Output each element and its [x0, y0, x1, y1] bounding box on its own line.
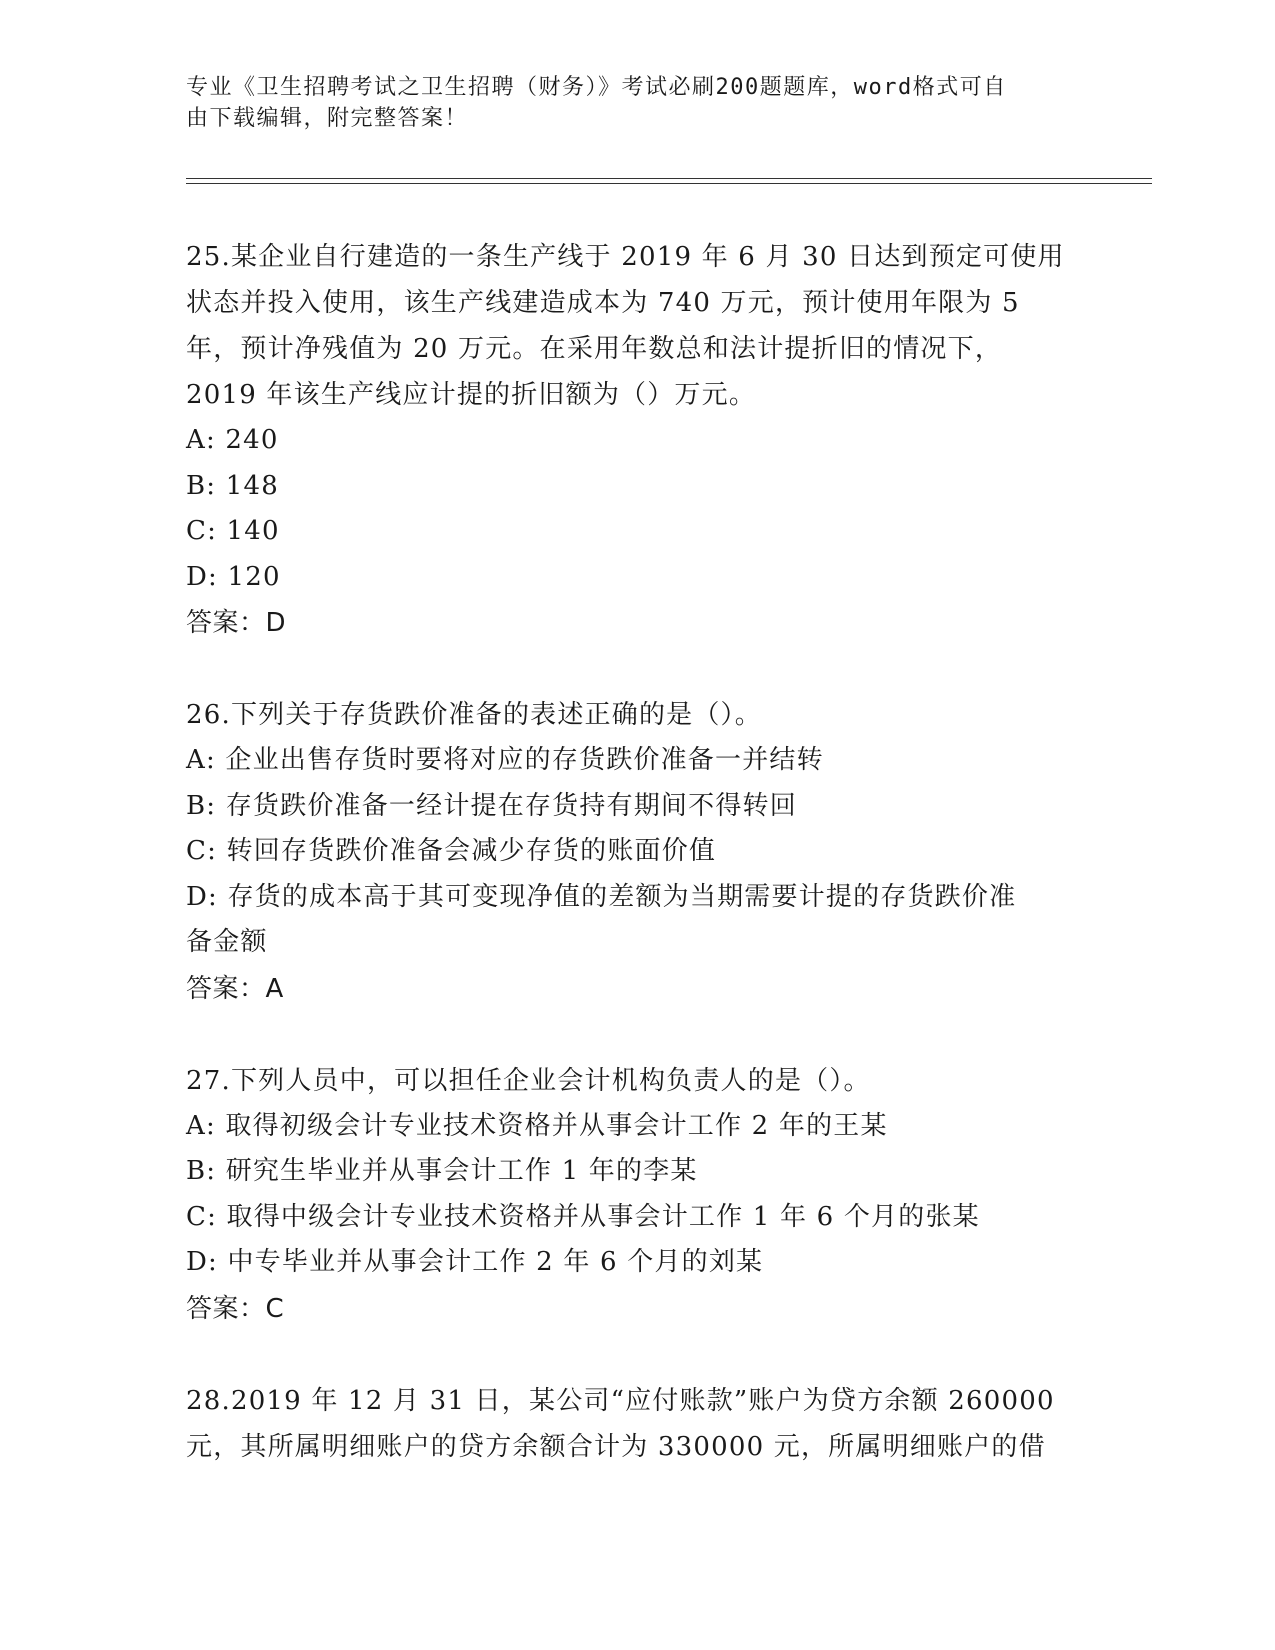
question-stem-line: 28.2019 年 12 月 31 日，某公司“应付账款”账户为贷方余额 260000 — [186, 1385, 1055, 1416]
option-b: B: 存货跌价准备一经计提在存货持有期间不得转回 — [186, 790, 797, 821]
question-list — [186, 234, 1086, 1470]
header-divider-top — [186, 178, 1152, 179]
header-divider-bottom — [186, 183, 1152, 184]
question-stem-line: 25.某企业自行建造的一条生产线于 2019 年 6 月 30 日达到预定可使用 — [186, 242, 1065, 272]
question-stem-line: 年，预计净残值为 20 万元。在采用年数总和法计提折旧的情况下， — [186, 334, 1003, 364]
option-b: B: 研究生毕业并从事会计工作 1 年的李某 — [186, 1156, 698, 1186]
option-d: D: 120 — [186, 561, 281, 592]
question-stem-line: 元，其所属明细账户的贷方余额合计为 330000 元，所属明细账户的借 — [186, 1431, 1046, 1462]
option-d: D: 存货的成本高于其可变现净值的差额为当期需要计提的存货跌价准 — [186, 881, 1017, 912]
question-26 — [186, 692, 1086, 1012]
answer: 答案：D — [186, 608, 287, 638]
option-a: A: 240 — [186, 425, 279, 455]
answer: 答案：C — [186, 1293, 285, 1324]
spacer — [186, 1012, 1086, 1058]
spacer — [186, 646, 1086, 692]
question-25 — [186, 234, 1086, 646]
option-c: C: 转回存货跌价准备会减少存货的账面价值 — [186, 836, 717, 866]
question-stem-line: 2019 年该生产线应计提的折旧额为（）万元。 — [186, 380, 757, 410]
option-a: A: 取得初级会计专业技术资格并从事会计工作 2 年的王某 — [186, 1110, 888, 1141]
option-d-continued: 备金额 — [186, 927, 268, 957]
question-stem-line: 状态并投入使用，该生产线建造成本为 740 万元，预计使用年限为 5 — [186, 288, 1020, 318]
answer: 答案：A — [186, 973, 284, 1004]
spacer — [186, 1332, 1086, 1378]
option-c: C: 140 — [186, 516, 280, 546]
question-stem-line: 26.下列关于存货跌价准备的表述正确的是（）。 — [186, 700, 762, 730]
question-27 — [186, 1058, 1086, 1332]
option-c: C: 取得中级会计专业技术资格并从事会计工作 1 年 6 个月的张某 — [186, 1201, 980, 1232]
document-header — [186, 72, 1086, 134]
option-b: B: 148 — [186, 470, 279, 501]
option-a: A: 企业出售存货时要将对应的存货跌价准备一并结转 — [186, 745, 824, 775]
question-28 — [186, 1378, 1086, 1470]
header-line-2: 由下载编辑，附完整答案！ — [186, 106, 469, 131]
header-line-1: 专业《卫生招聘考试之卫生招聘（财务）》考试必刷200题题库，word格式可自 — [186, 75, 1007, 100]
option-d: D: 中专毕业并从事会计工作 2 年 6 个月的刘某 — [186, 1247, 764, 1277]
question-stem-line: 27.下列人员中，可以担任企业会计机构负责人的是（）。 — [186, 1065, 871, 1096]
